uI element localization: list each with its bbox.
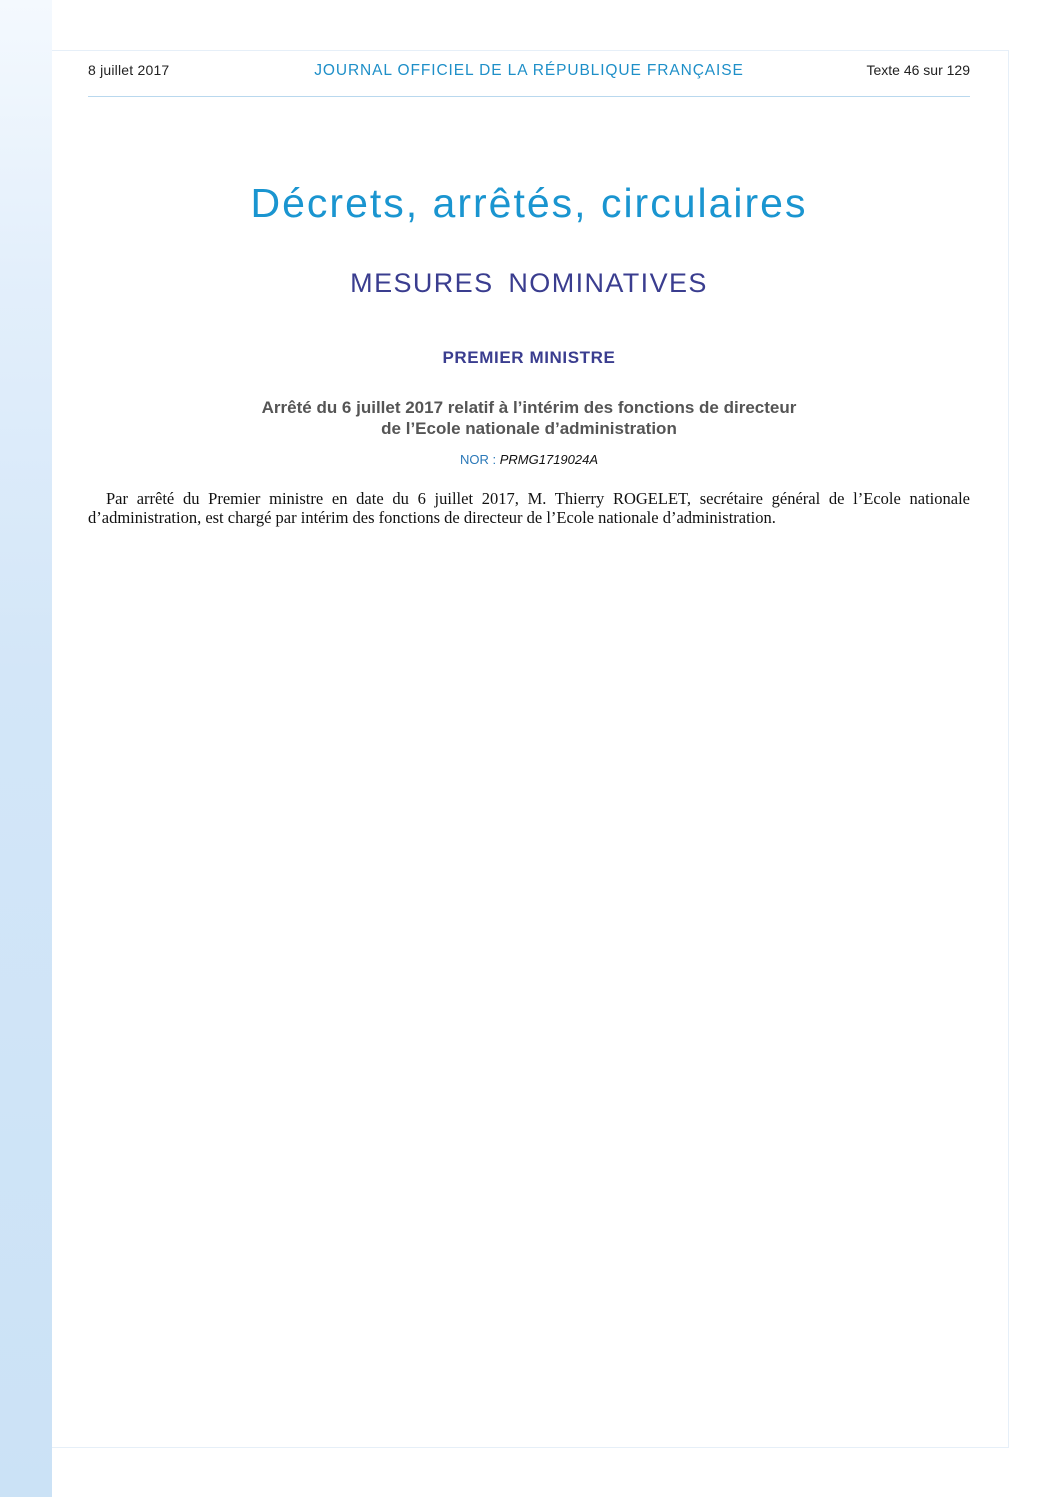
arrete-title [150,397,908,439]
arrete-title-line-2: de l’Ecole nationale d’administration [381,419,677,438]
ministry-heading: PREMIER MINISTRE [442,348,616,367]
section-title: Décrets, arrêtés, circulaires [250,180,808,226]
nor-value: PRMG1719024A [499,452,599,467]
header-date: 8 juillet 2017 [88,62,170,78]
header-text-number: Texte 46 sur 129 [866,62,970,78]
body-paragraph: Par arrêté du Premier ministre en date du 6 juillet 2017, M. Thierry ROGELET, secrétaire général de l’Ecole nationale d’administration, est chargé par intérim des fonctions de directeur de l’Ecole nationale d’administration. [88,489,970,527]
page-header [88,62,970,86]
nor-reference [0,452,1058,467]
header-divider [88,96,970,97]
nor-label: NOR : [459,452,497,467]
subsection-title: MESURES NOMINATIVES [350,268,708,298]
header-journal-title: JOURNAL OFFICIEL DE LA RÉPUBLIQUE FRANÇAISE [314,62,744,79]
arrete-title-line-1: Arrêté du 6 juillet 2017 relatif à l’intérim des fonctions de directeur [261,398,797,417]
page-frame [52,50,1009,1448]
